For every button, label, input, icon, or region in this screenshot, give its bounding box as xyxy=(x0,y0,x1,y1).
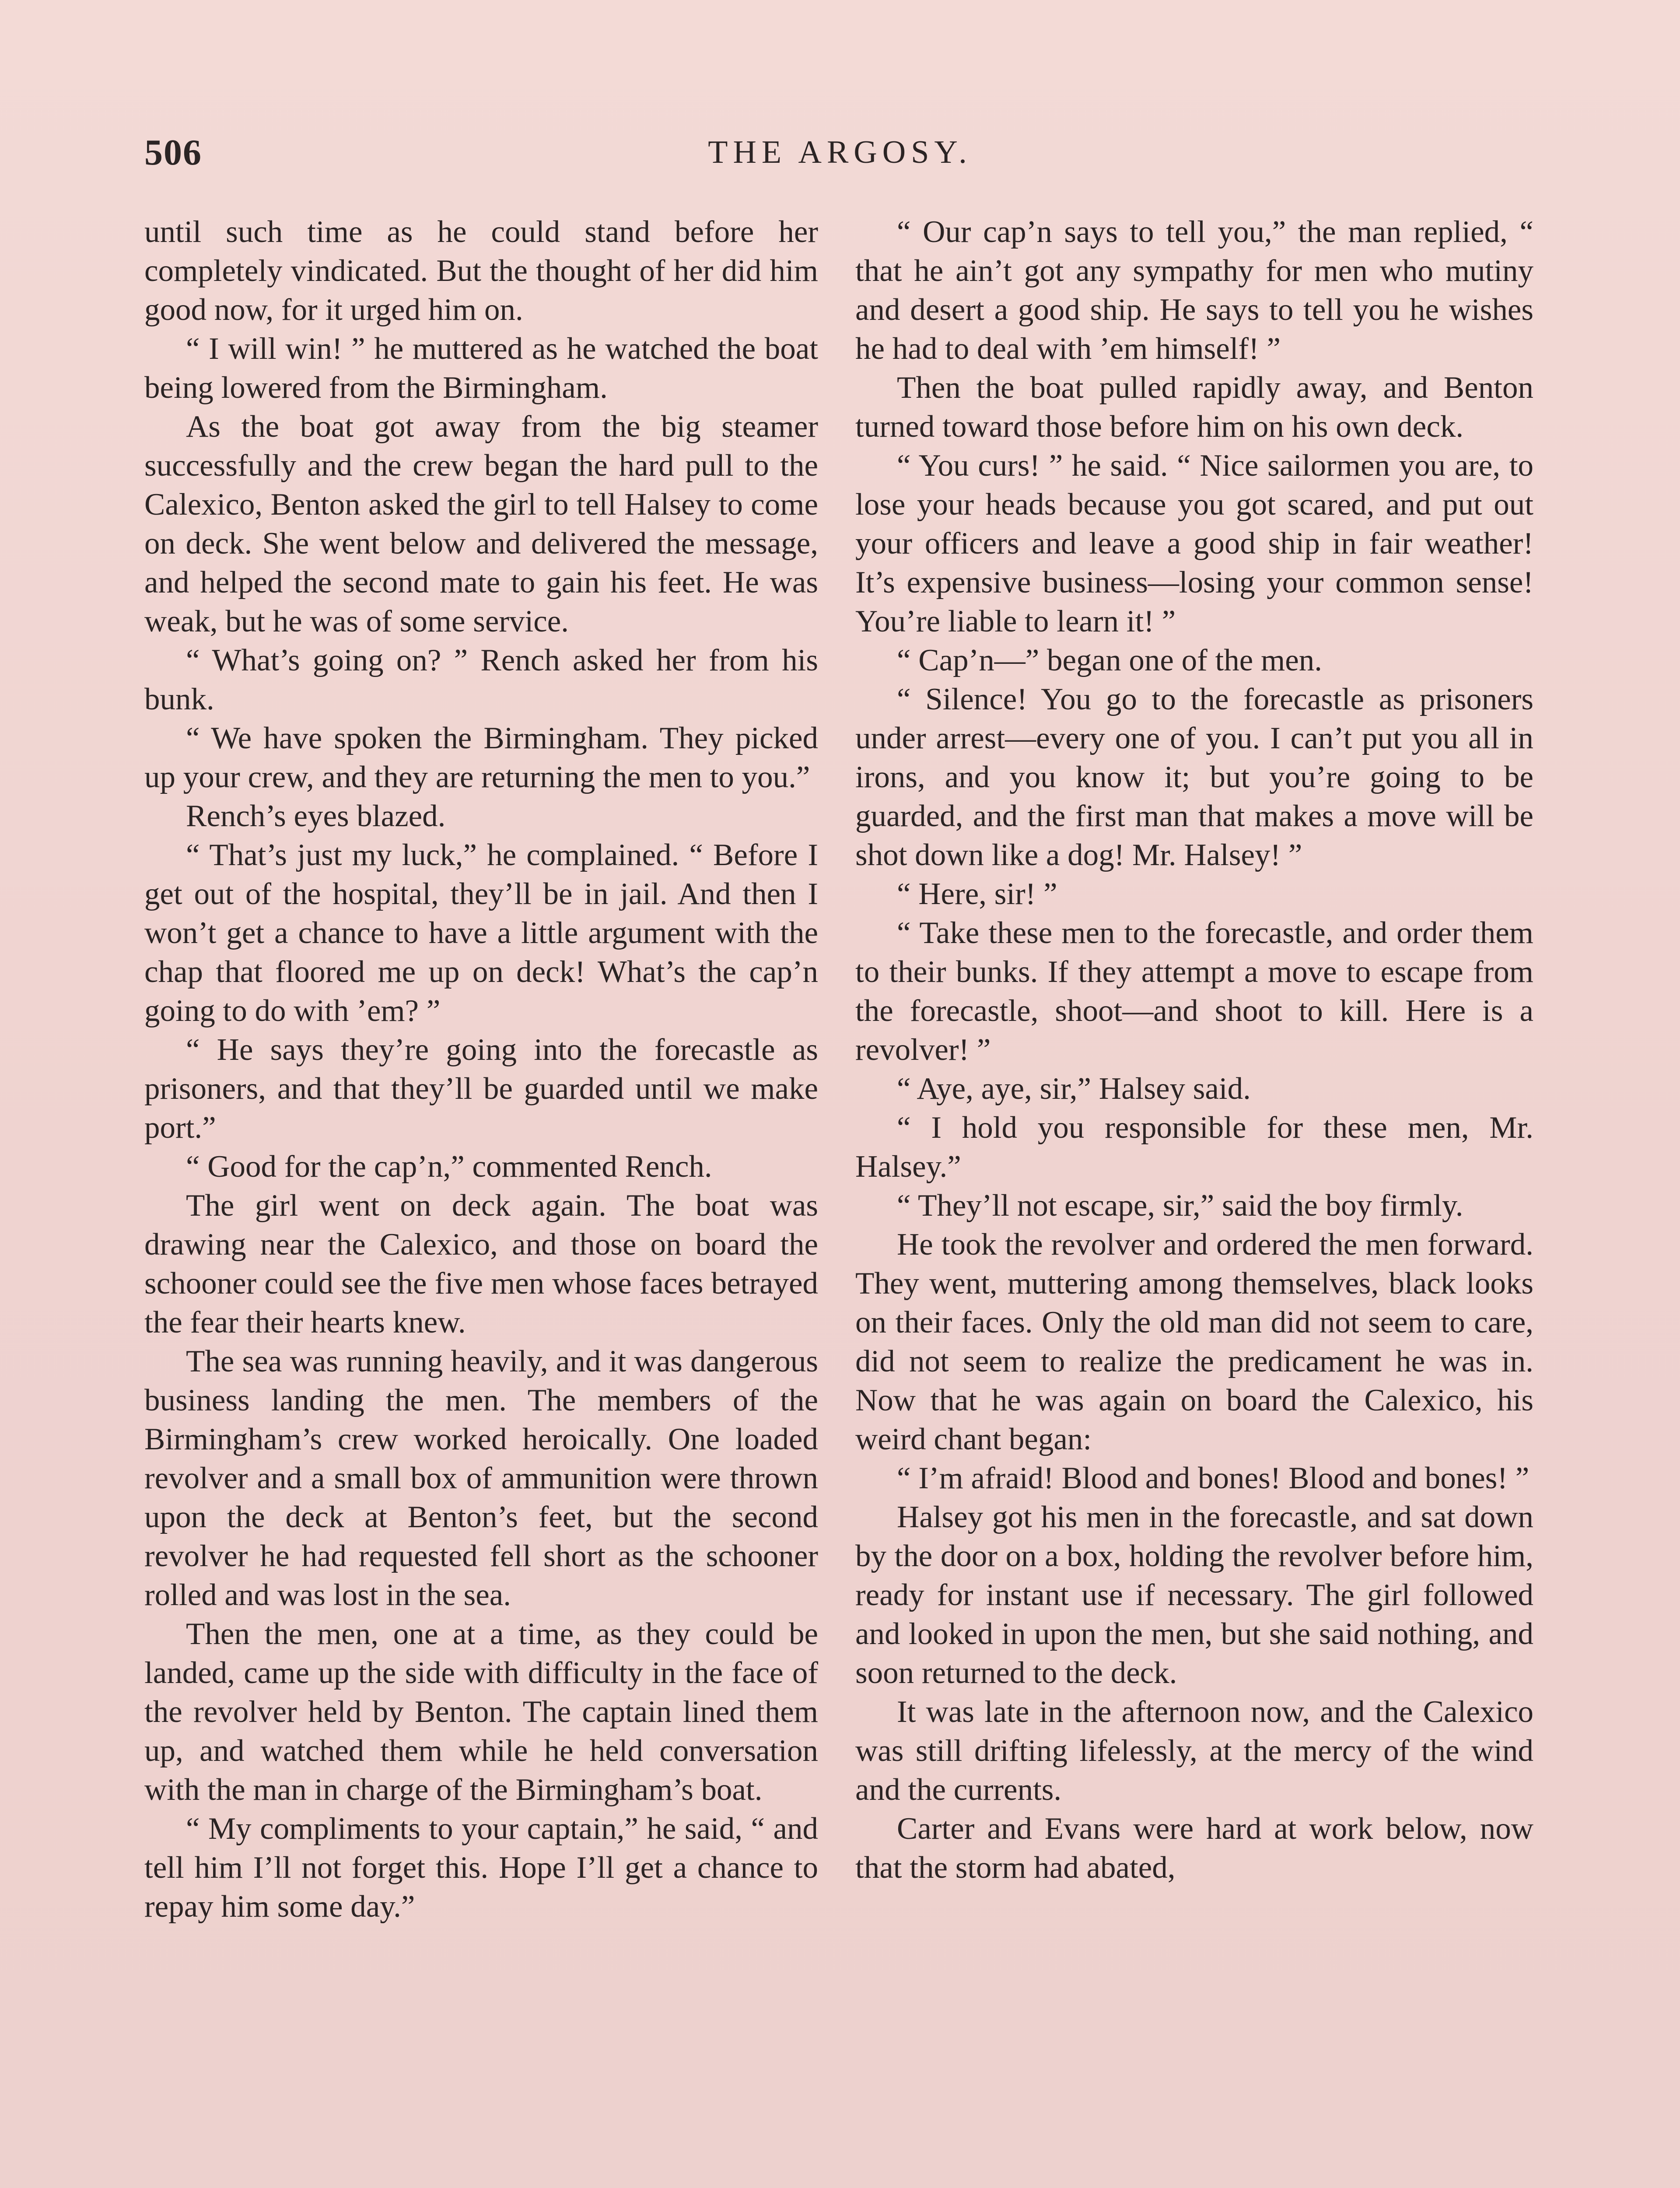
running-head: THE ARGOSY. xyxy=(708,134,972,170)
page-number: 506 xyxy=(144,132,202,173)
paragraph: The girl went on deck again. The boat was drawing near the Calexico, and those on board the schooner could see the five men whose faces betrayed the fear their hearts knew. xyxy=(144,1189,818,1339)
paragraph: Halsey got his men in the forecastle, and sat down by the door on a box, holding the revolver before him, ready for instant use if necessary. The girl followed and looked in upon the men, but she said nothing, and soon returned to the deck. xyxy=(855,1500,1533,1690)
paragraph: The sea was running heavily, and it was dangerous business landing the men. The members of the Birmingham’s crew worked heroically. One loaded revolver and a small box of ammunition were thrown upon the deck at Benton’s feet, but the second revolver he had requested fell short as the schooner rolled and was lost in the sea. xyxy=(144,1344,818,1612)
paragraph: “ You curs! ” he said. “ Nice sailormen you are, to lose your heads because you got scared, and put out your officers and leave a good ship in fair weather! It’s expensive business—losing your common sense! You’re liable to learn it! ” xyxy=(855,449,1533,638)
paragraph: “ Here, sir! ” xyxy=(897,877,1057,911)
paragraph: “ Cap’n—” began one of the men. xyxy=(897,643,1322,677)
paragraph: “ I will win! ” he muttered as he watched the boat being lowered from the Birmingham. xyxy=(144,332,818,405)
page-header xyxy=(144,131,1536,184)
paragraph: “ Good for the cap’n,” commented Rench. xyxy=(186,1150,712,1184)
paragraph: “ What’s going on? ” Rench asked her from his bunk. xyxy=(144,643,818,716)
paragraph: “ I’m afraid! Blood and bones! Blood and bones! ” xyxy=(897,1461,1530,1495)
left-column xyxy=(144,213,818,1926)
paragraph: As the boat got away from the big steamer successfully and the crew began the hard pull to the Calexico, Benton asked the girl to tell Halsey to come on deck. She went below and delivered the message, and helped the second mate to gain his feet. He was weak, but he was of some service. xyxy=(144,410,818,638)
paragraph: “ He says they’re going into the forecastle as prisoners, and that they’ll be guarded until we make port.” xyxy=(144,1033,818,1145)
paragraph: Rench’s eyes blazed. xyxy=(186,799,446,833)
paragraph: “ We have spoken the Birmingham. They picked up your crew, and they are returning the men to you.” xyxy=(144,721,818,794)
paragraph: Carter and Evans were hard at work below, now that the storm had abated, xyxy=(855,1812,1533,1885)
paragraph: “ My compliments to your captain,” he said, “ and tell him I’ll not forget this. Hope I’ll get a chance to repay him some day.” xyxy=(144,1812,818,1924)
paragraph: Then the boat pulled rapidly away, and Benton turned toward those before him on his own deck. xyxy=(855,371,1533,444)
paragraph: “ That’s just my luck,” he complained. “ Before I get out of the hospital, they’ll be in jail. And then I won’t get a chance to have a little argument with the chap that floored me up on deck! What’s the cap’n going to do with ’em? ” xyxy=(144,838,818,1028)
paragraph: “ Silence! You go to the forecastle as prisoners under arrest—every one of you. I can’t put you all in irons, and you know it; but you’re going to be guarded, and the first man that makes a move will be shot down like a dog! Mr. Halsey! ” xyxy=(855,682,1533,872)
paragraph: until such time as he could stand before her completely vindicated. But the thought of her did him good now, for it urged him on. xyxy=(144,215,818,327)
paragraph: Then the men, one at a time, as they could be landed, came up the side with difficulty in the face of the revolver held by Benton. The captain lined them up, and watched them while he held conversation with the man in charge of the Birmingham’s boat. xyxy=(144,1617,818,1807)
paragraph: “ Take these men to the forecastle, and order them to their bunks. If they attempt a move to escape from the forecastle, shoot—and shoot to kill. Here is a revolver! ” xyxy=(855,916,1533,1067)
paragraph: “ Our cap’n says to tell you,” the man replied, “ that he ain’t got any sympathy for men who mutiny and desert a good ship. He says to tell you he wishes he had to deal with ’em himself! ” xyxy=(855,215,1533,366)
paragraph: It was late in the afternoon now, and the Calexico was still drifting lifelessly, at the mercy of the wind and the currents. xyxy=(855,1695,1533,1807)
paragraph: “ I hold you responsible for these men, Mr. Halsey.” xyxy=(855,1111,1533,1184)
paragraph: “ They’ll not escape, sir,” said the boy firmly. xyxy=(897,1189,1463,1223)
right-column xyxy=(855,213,1533,1887)
paragraph: He took the revolver and ordered the men forward. They went, muttering among themselves, black looks on their faces. Only the old man did not seem to care, did not seem to realize the predicament he was in. Now that he was again on board the Calexico, his weird chant began: xyxy=(855,1227,1533,1456)
paragraph: “ Aye, aye, sir,” Halsey said. xyxy=(897,1072,1251,1106)
